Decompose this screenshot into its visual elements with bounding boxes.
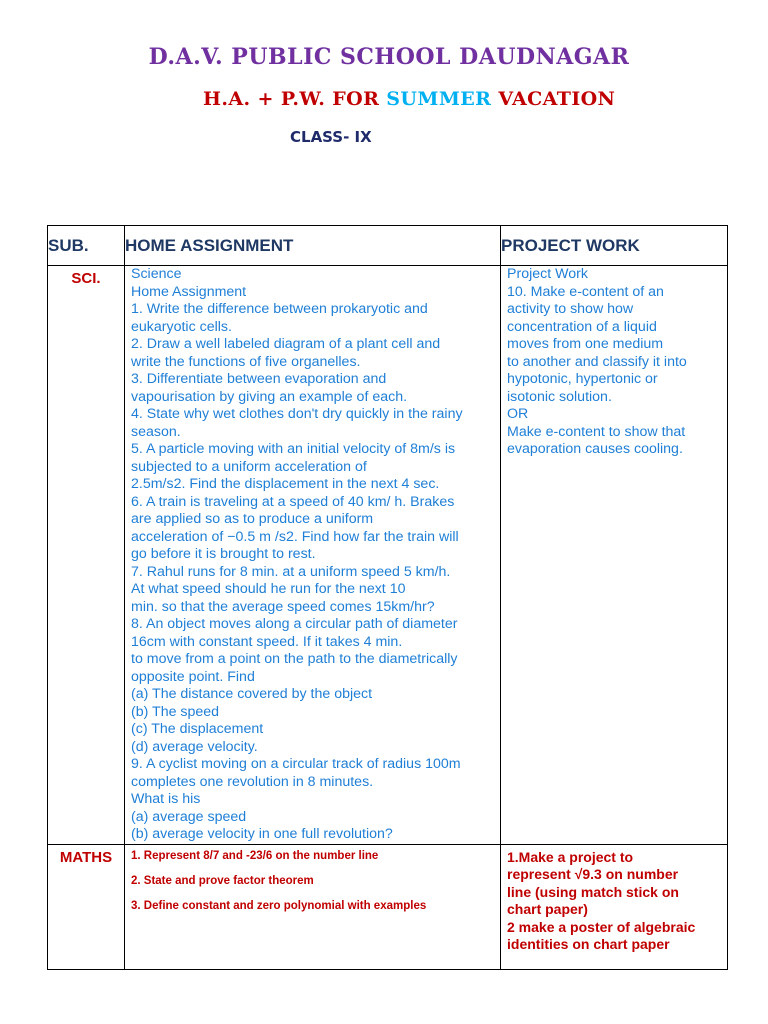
science-home-line: (a) The distance covered by the object (131, 686, 373, 702)
science-project-work (501, 266, 728, 845)
subtitle-summer: SUMMER (386, 88, 492, 110)
assignment-table (47, 225, 728, 970)
maths-home-line: 1. Represent 8/7 and -23/6 on the number line (131, 849, 379, 862)
science-home-line: 8. An object moves along a circular path of diameter (131, 616, 458, 632)
science-project-line: concentration of a liquid (507, 318, 657, 335)
maths-home-line: 2. State and prove factor theorem (131, 874, 314, 887)
science-home-assignment (125, 266, 501, 845)
science-home-line: (a) average speed (131, 808, 247, 825)
science-home-line: min. so that the average speed comes 15km/hr? (131, 598, 435, 615)
science-home-line: opposite point. Find (131, 668, 255, 685)
science-home-line: eukaryotic cells. (131, 318, 232, 335)
science-home-line: 9. A cyclist moving on a circular track of radius 100m (131, 756, 461, 772)
science-home-line: Science (131, 266, 182, 282)
science-project-line: isotonic solution. (507, 388, 612, 405)
table-row-maths (48, 844, 728, 969)
header-home-assignment: HOME ASSIGNMENT (125, 226, 501, 266)
science-home-line: season. (131, 423, 181, 440)
science-home-line: completes one revolution in 8 minutes. (131, 773, 374, 790)
science-home-line: 6. A train is traveling at a speed of 40 km/ h. Brakes (131, 493, 455, 510)
science-home-line: 1. Write the difference between prokaryotic and (131, 301, 428, 317)
science-home-line: acceleration of −0.5 m /s2. Find how far the train will (131, 528, 459, 545)
subtitle-suffix: VACATION (491, 88, 616, 110)
table-row-science (48, 266, 728, 845)
class-label: CLASS- IX (290, 128, 372, 146)
science-project-line: Project Work (507, 266, 588, 282)
science-project-line: Make e-content to show that (507, 423, 686, 440)
science-home-line: 2. Draw a well labeled diagram of a plant cell and (131, 336, 441, 352)
science-home-line: (d) average velocity. (131, 738, 258, 755)
science-home-line: write the functions of five organelles. (131, 353, 361, 370)
science-home-line: are applied so as to produce a uniform (131, 511, 374, 527)
assignment-subtitle (203, 88, 615, 110)
maths-project-line: 1.Make a project to (507, 848, 634, 865)
science-home-line: to move from a point on the path to the diametrically (131, 651, 458, 667)
header-subject: SUB. (48, 226, 125, 266)
science-home-line: go before it is brought to rest. (131, 546, 316, 562)
maths-project-line: identities on chart paper (507, 936, 670, 952)
maths-project-line: line (using match stick on (507, 883, 679, 900)
subject-maths: MATHS (48, 844, 125, 969)
subject-science: SCI. (48, 266, 125, 845)
science-project-line: 10. Make e-content of an (507, 283, 664, 300)
science-project-line: moves from one medium (507, 336, 664, 352)
table-header-row (48, 226, 728, 266)
science-project-line: hypotonic, hypertonic or (507, 371, 658, 387)
maths-project-line: represent √9.3 on number (507, 866, 679, 882)
subtitle-prefix: H.A. + P.W. FOR (203, 88, 387, 110)
science-project-line: to another and classify it into (507, 353, 687, 370)
science-home-line: (b) average velocity in one full revolution? (131, 826, 393, 842)
science-home-line: vapourisation by giving an example of each. (131, 388, 408, 405)
science-home-line: (c) The displacement (131, 721, 264, 737)
science-home-line: 3. Differentiate between evaporation and (131, 371, 387, 387)
science-home-line: Home Assignment (131, 283, 247, 300)
maths-project-line: 2 make a poster of algebraic (507, 918, 696, 935)
science-project-line: activity to show how (507, 301, 634, 317)
science-home-line: 2.5m/s2. Find the displacement in the next 4 sec. (131, 476, 440, 492)
science-project-line: evaporation causes cooling. (507, 441, 683, 457)
science-home-line: 5. A particle moving with an initial velocity of 8m/s is (131, 441, 456, 457)
header-project-work: PROJECT WORK (501, 226, 728, 266)
maths-home-assignment (125, 844, 501, 969)
science-home-line: (b) The speed (131, 703, 220, 720)
science-home-line: What is his (131, 791, 201, 807)
maths-project-line: chart paper) (507, 901, 588, 917)
science-home-line: At what speed should he run for the next 10 (131, 581, 406, 597)
science-home-line: 7. Rahul runs for 8 min. at a uniform speed 5 km/h. (131, 563, 451, 580)
maths-home-line: 3. Define constant and zero polynomial with examples (131, 899, 427, 912)
maths-project-work (501, 844, 728, 969)
science-project-line: OR (507, 406, 529, 422)
science-home-line: subjected to a uniform acceleration of (131, 458, 367, 475)
science-home-line: 4. State why wet clothes don't dry quickly in the rainy (131, 406, 463, 422)
school-title: D.A.V. PUBLIC SCHOOL DAUDNAGAR (148, 44, 630, 70)
science-home-line: 16cm with constant speed. If it takes 4 min. (131, 633, 403, 650)
